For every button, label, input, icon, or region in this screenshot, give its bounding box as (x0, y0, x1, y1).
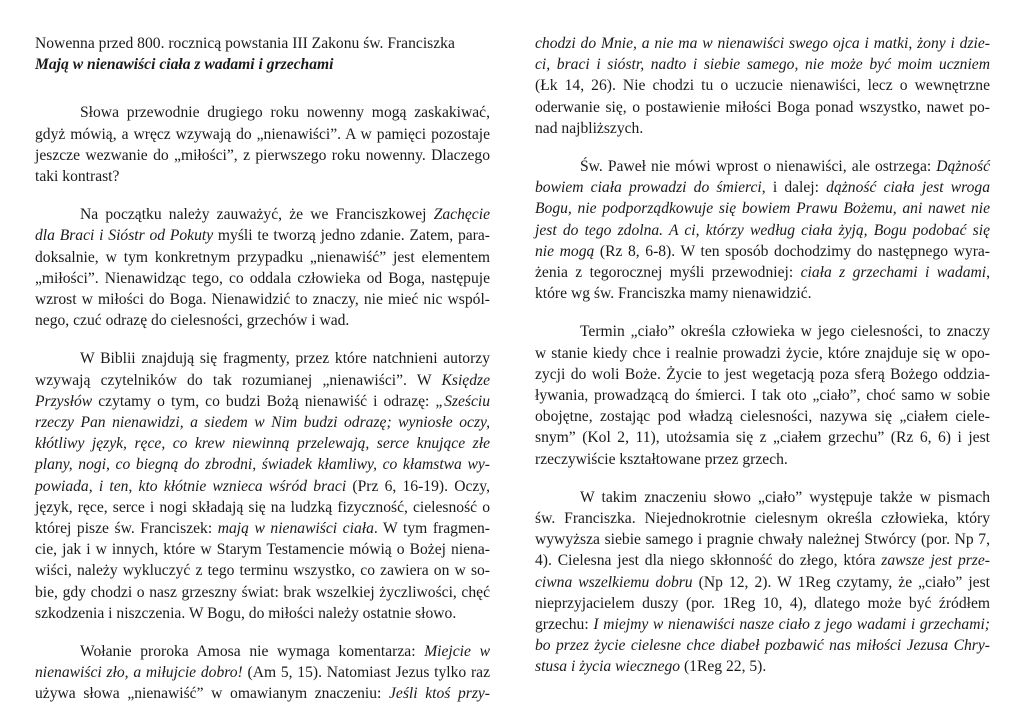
text-line (35, 225, 490, 246)
document-title: Nowenna przed 800. rocznicą powstania III Zakonu św. Franciszka (35, 35, 455, 52)
text-line (35, 433, 490, 454)
italic-quote: ciała z grzechami i wadami (800, 264, 987, 282)
italic-quote: jest do tego zdolna. A ci, którzy według ciała żyją, Bogu podobać się (535, 221, 990, 239)
paragraph-gap (35, 624, 490, 641)
text-run: wzywają czytelników do tak rozumianej „nienawiści”. W (35, 371, 442, 389)
text-line (535, 427, 990, 448)
text-run: zycji do woli Boże. Życie to jest wegetacją poza sferą Bożego oddzia- (535, 365, 990, 383)
text-line (35, 641, 490, 662)
italic-quote: nienawiści zło, a miłujcie dobro! (35, 664, 243, 682)
text-line (535, 593, 990, 614)
text-line (535, 385, 990, 406)
text-line (35, 582, 490, 603)
text-run: w stanie kiedy chce i realnie prowadzi życie, które znajduje się w opo- (535, 344, 990, 362)
text-run: nego, czuć odrazę do cielesności, grzechów i wad. (35, 312, 350, 330)
text-run: św. Franciszka. Niejednokrotnie cielesnym określa człowieka, który (535, 510, 990, 528)
text-run: ływania, prowadzącą do śmierci. I tak oto „ciało”, choć samo w sobie (535, 387, 990, 405)
text-run: Słowa przewodnie drugiego roku nowenny mogą zaskakiwać, (80, 104, 490, 122)
italic-quote: bo przez życie cielesne chce diabeł pozbawić nas miłości Jezusa Chry- (535, 637, 990, 655)
text-run: żenia z tegorocznej myśli przewodniej: (535, 264, 801, 282)
right-paragraph-2 (535, 156, 990, 304)
text-run: język, ręce, serce i nogi składają się na ludzką fizyczność, cielesność o (35, 498, 490, 516)
text-line (35, 454, 490, 475)
text-run: (Am 5, 15). Natomiast Jezus tylko raz (242, 664, 491, 682)
document-subtitle: Mają w nienawiści ciała z wadami i grzechami (35, 56, 334, 74)
paragraph-gap (35, 187, 490, 204)
text-line (35, 518, 490, 539)
text-run: obojętne, zostając pod władzą cielesności, nazywa się „ciałem ciele- (535, 408, 990, 426)
text-line (535, 75, 990, 96)
text-line (535, 487, 990, 508)
text-run: które wg św. Franciszka mamy nienawidzić. (535, 285, 812, 303)
text-run: taki kontrast? (35, 168, 120, 186)
text-run: czytamy o tym, co budzi Bożą nienawiść i odrazę: (92, 392, 436, 410)
right-column (535, 33, 990, 678)
text-run: , (986, 264, 990, 282)
text-run: używa słowa „nienawiść” w omawianym znaczeniu: (35, 685, 390, 703)
text-line (535, 198, 990, 219)
italic-quote: powiada, i ten, kto kłótnie wznieca wśród braci (35, 477, 347, 495)
italic-quote: Dążność (936, 158, 990, 176)
text-run: , i dalej: (761, 179, 827, 197)
italic-quote: stusa i życia wiecznego (535, 658, 681, 676)
right-body (535, 33, 990, 678)
text-line (535, 156, 990, 177)
text-line (535, 508, 990, 529)
text-line (535, 262, 990, 283)
text-run: której pisze św. Franciszek: (35, 520, 218, 538)
italic-quote: Miejcie w (424, 643, 490, 661)
text-line (535, 118, 990, 139)
text-line (35, 268, 490, 289)
text-line (35, 497, 490, 518)
italic-quote: rzeczy Pan nienawidzi, a siedem w Nim budzi odrazę; wyniosłe oczy, (35, 414, 490, 432)
text-line (535, 550, 990, 571)
text-line (35, 247, 490, 268)
text-run: grzechu: (535, 616, 594, 634)
text-line (535, 614, 990, 635)
text-line (35, 476, 490, 497)
italic-quote: ciwna wszelkiemu dobru (535, 573, 693, 591)
text-run: oderwanie się, o postawienie miłości Boga ponad wszystko, nawet po- (535, 98, 990, 116)
text-run: wywyższa siebie samego i pragnie chwały należnej Stwórcy (por. Np 7, (535, 531, 990, 549)
paragraph-gap (535, 139, 990, 156)
italic-quote: zawsze jest prze- (881, 552, 990, 570)
italic-quote: Księdze (441, 371, 490, 389)
left-paragraph-3 (35, 348, 490, 624)
right-paragraph-4 (535, 487, 990, 678)
text-run: (Łk 14, 26). Nie chodzi tu o uczucie nienawiści, lecz o wewnętrzne (535, 77, 990, 95)
text-line (535, 449, 990, 470)
text-line (35, 204, 490, 225)
text-run: Na początku należy zauważyć, że we Franciszkowej (80, 206, 434, 224)
text-run: 4). Cielesna jest dla niego skłonność do złego, która (535, 552, 882, 570)
italic-quote: I miejmy w nienawiści nasze ciało z jego wadami i grzechami; (593, 616, 991, 634)
text-line (535, 572, 990, 593)
spacer (35, 75, 490, 102)
text-run: wzrost w miłości do Boga. Nienawidzić to znaczy, nie mieć nic wspól- (35, 291, 490, 309)
text-run: nieprzyjacielem duszy (por. 1Reg 10, 4), dlatego może być źródłem (535, 594, 990, 612)
italic-quote: dla Braci i Sióstr od Pokuty (35, 227, 214, 245)
italic-quote: plany, nogi, co biegną do zbrodni, świadek kłamliwy, co kłamstwa wy- (35, 456, 490, 474)
left-paragraph-2 (35, 204, 490, 331)
left-column (35, 33, 490, 705)
italic-quote: kłótliwy język, ręce, co krew niewinną przelewają, serce knujące złe (35, 435, 490, 453)
text-line (35, 166, 490, 187)
left-paragraph-4 (35, 641, 490, 705)
left-paragraph-1 (35, 102, 490, 187)
text-line (35, 145, 490, 166)
text-line (535, 321, 990, 342)
text-line (35, 391, 490, 412)
text-line (35, 412, 490, 433)
text-line (535, 343, 990, 364)
text-line (535, 283, 990, 304)
text-line (535, 97, 990, 118)
text-run: W takim znaczeniu słowo „ciało” występuje także w pismach (580, 488, 990, 506)
italic-quote: „Sześciu (435, 392, 490, 410)
text-run: . W tym fragmen- (373, 520, 490, 538)
text-run: wiści, należy wykluczyć z tego terminu wszystko, co zawiera on w so- (35, 562, 490, 580)
italic-quote: chodzi do Mnie, a nie ma w nienawiści swego ojca i matki, żony i dzie- (535, 35, 990, 52)
text-run: (Rz 8, 6-8). W ten sposób dochodzimy do następnego wyra- (594, 242, 990, 260)
text-run: jeszcze wezwanie do „miłości”, z pierwszego roku nowenny. Dlaczego (35, 146, 490, 164)
text-run: myśli te tworzą jedno zdanie. Zatem, para- (213, 227, 490, 245)
text-run: „miłości”. Nienawidząc tego, co oddala człowieka od Boga, następuje (35, 269, 490, 287)
text-run: snym” (Kol 2, 11), utożsamia się z „ciałem grzechu” (Rz 6, 6) i jest (535, 429, 990, 447)
text-line (535, 635, 990, 656)
text-run: Św. Paweł nie mówi wprost o nienawiści, ale ostrzega: (580, 158, 937, 176)
text-run: gdyż mówią, a wręcz wzywają do „nienawiści”. A w pamięci pozostaje (35, 125, 490, 143)
text-line (35, 370, 490, 391)
text-line (535, 177, 990, 198)
right-paragraph-3 (535, 321, 990, 469)
paragraph-gap (35, 331, 490, 348)
italic-quote: bowiem ciała prowadzi do śmierci (535, 179, 762, 197)
text-run: nad najbliższych. (535, 119, 644, 137)
text-line (35, 124, 490, 145)
italic-quote: dążność ciała jest wroga (826, 179, 990, 197)
text-run: Termin „ciało” określa człowieka w jego cielesności, to znaczy (580, 323, 990, 341)
italic-quote: ci, braci i sióstr, nadto i siebie samego, nie może być moim uczniem (535, 56, 990, 74)
italic-quote: nie mogą (535, 242, 595, 260)
text-run: bie, gdy chodzi o nasz grzeszny świat: brak wszelkiej życzliwości, chęć (35, 583, 490, 601)
text-line (35, 683, 490, 704)
right-paragraph-1 (535, 33, 990, 139)
text-run: cie, jak i w innych, które w Starym Testamencie mówią o Bożej niena- (35, 541, 490, 559)
text-line (35, 102, 490, 123)
text-line (35, 603, 490, 624)
text-line (535, 529, 990, 550)
text-run: rzeczywiście kształtowane przez grzech. (535, 450, 788, 468)
text-run: doksalnie, w tym konkretnym przypadku „nienawiść” jest elementem (35, 248, 490, 266)
text-line (535, 364, 990, 385)
text-run: (Prz 6, 16-19). Oczy, (346, 477, 490, 495)
text-line (35, 310, 490, 331)
text-line (35, 539, 490, 560)
text-line (535, 406, 990, 427)
text-line (535, 220, 990, 241)
paragraph-gap (535, 470, 990, 487)
text-run: (Np 12, 2). W 1Reg czytamy, że „ciało” jest (692, 573, 990, 591)
text-line (535, 54, 990, 75)
italic-quote: mają w nienawiści ciała (217, 520, 374, 538)
italic-quote: Bogu, nie podporządkowuje się bowiem Prawu Bożemu, ani nawet nie (535, 200, 990, 218)
text-run: szkodzenia i niszczenia. W Bogu, do miłości należy ostatnie słowo. (35, 604, 457, 622)
text-line (535, 656, 990, 677)
text-line (35, 348, 490, 369)
text-line (535, 241, 990, 262)
text-run: W Biblii znajdują się fragmenty, przez które natchnieni autorzy (80, 350, 490, 368)
text-line (535, 33, 990, 54)
text-line (35, 662, 490, 683)
text-run: (1Reg 22, 5). (680, 658, 767, 676)
text-line (35, 560, 490, 581)
text-line (35, 289, 490, 310)
italic-quote: Przysłów (35, 392, 93, 410)
paragraph-gap (535, 304, 990, 321)
italic-quote: Zachęcie (433, 206, 490, 224)
left-body (35, 102, 490, 704)
italic-quote: Jeśli ktoś przy- (389, 685, 491, 703)
text-run: Wołanie proroka Amosa nie wymaga komentarza: (80, 643, 425, 661)
